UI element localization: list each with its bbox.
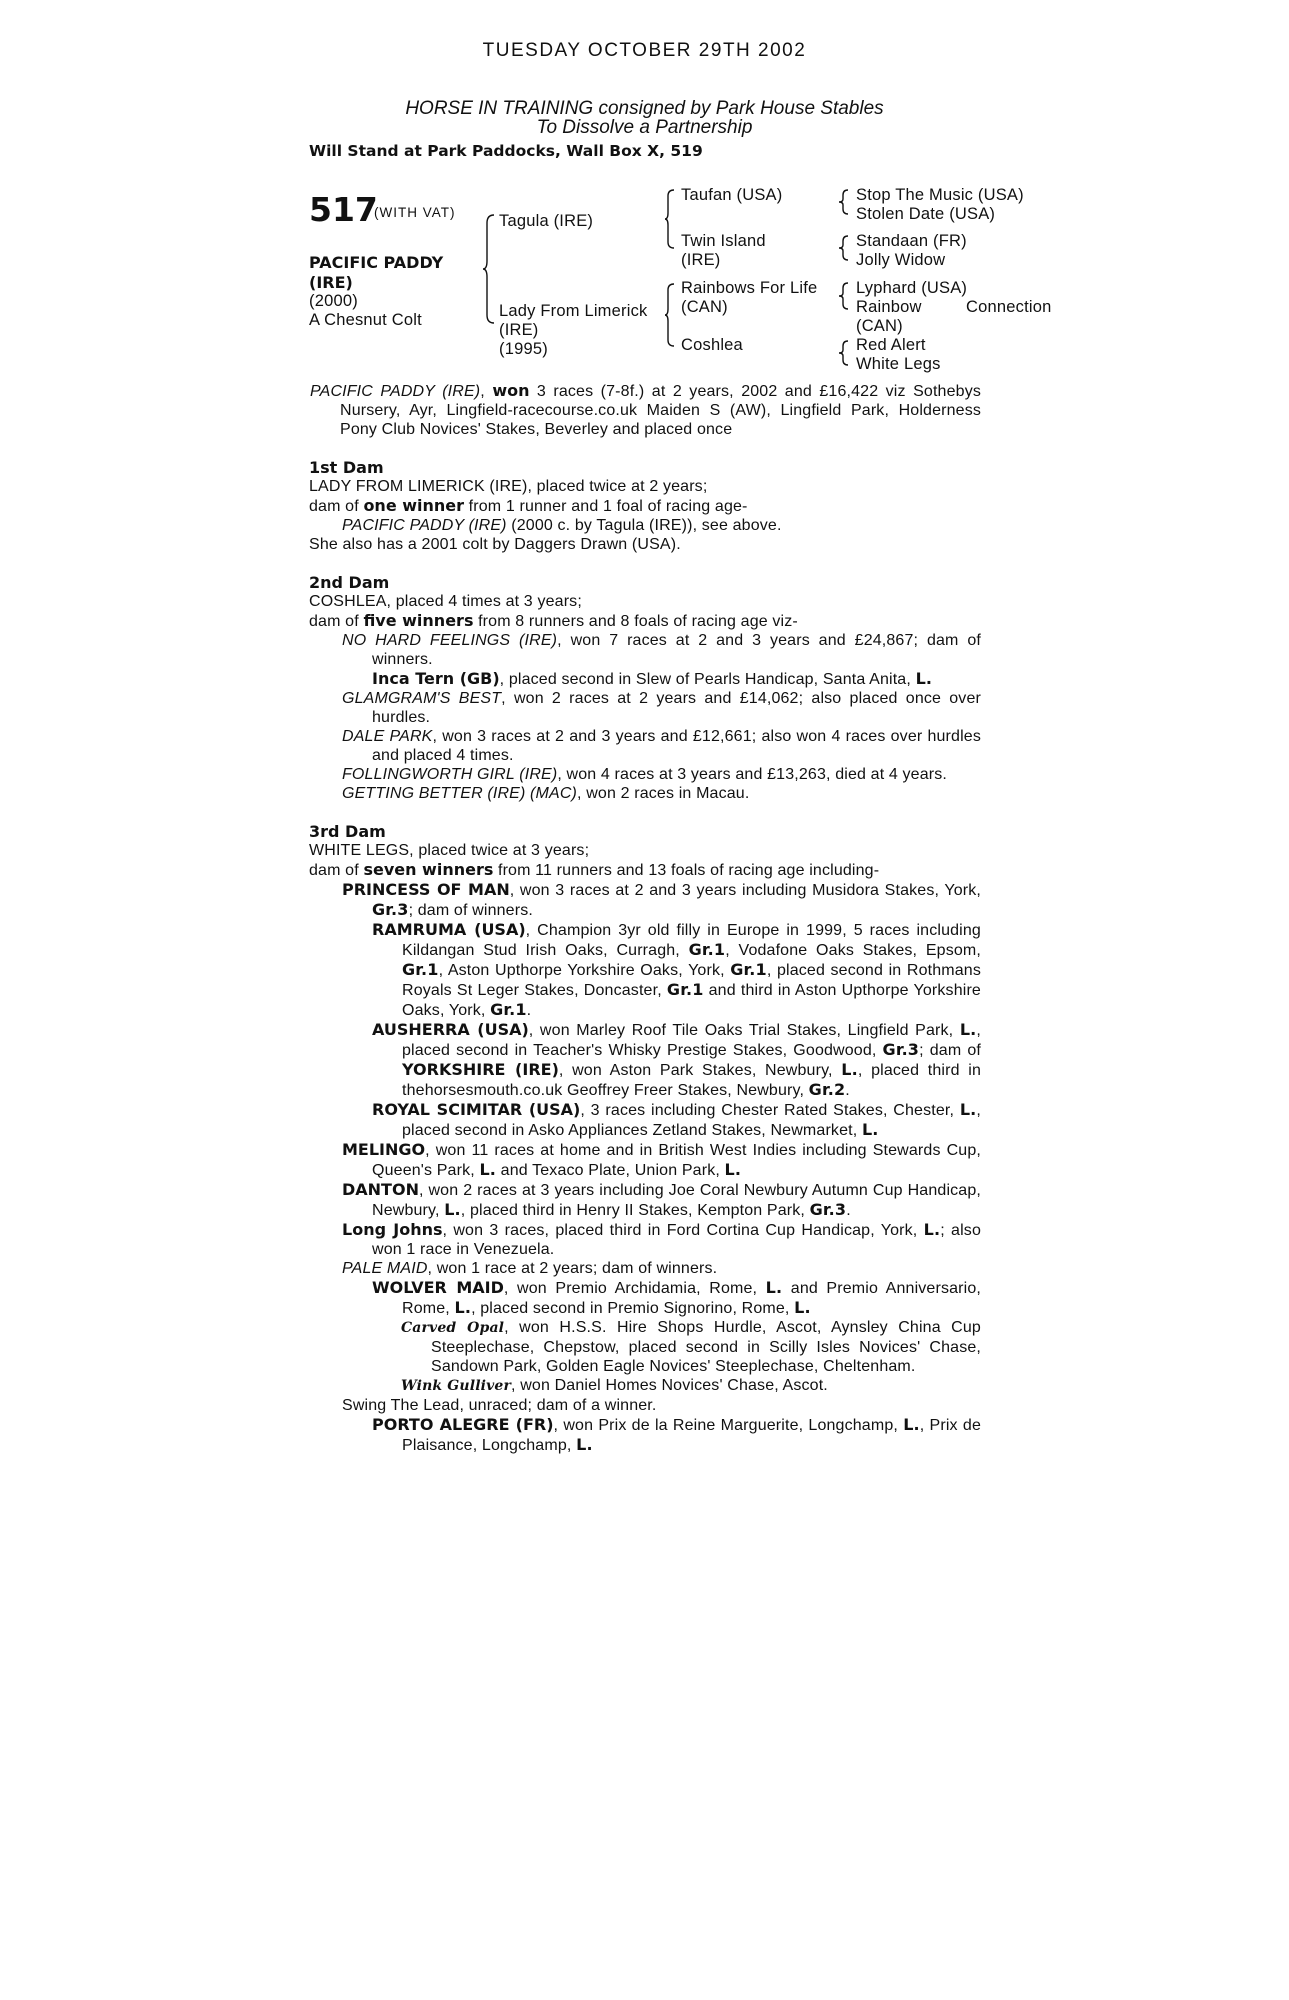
pedigree-ssd: Stolen Date (USA) — [856, 205, 996, 223]
third-dam-entry: Long Johns, won 3 races, placed third in Ford Cortina Cup Handicap, York, L.; also won 1 race in Venezuela. — [342, 1220, 981, 1258]
first-dam-note: She also has a 2001 colt by Daggers Drawn (USA). — [309, 536, 681, 553]
third-dam-entry: ROYAL SCIMITAR (USA), 3 races including Chester Rated Stakes, Chester, L., placed second in Asko Appliances Zetland Stakes, Newmarket, L. — [372, 1100, 981, 1139]
pedigree-dam-sire: Rainbows For Life — [681, 279, 818, 297]
sale-date-heading: TUESDAY OCTOBER 29TH 2002 — [482, 40, 807, 61]
second-dam-entry: DALE PARK, won 3 races at 2 and 3 years and £12,661; also won 4 races over hurdles and placed 4 times. — [342, 728, 981, 764]
third-dam-entry: Swing The Lead, unraced; dam of a winner. — [342, 1397, 657, 1414]
third-dam-entry: Wink Gulliver, won Daniel Homes Novices' Chase, Ascot. — [401, 1377, 828, 1394]
pedigree-dam-year: (1995) — [499, 340, 548, 358]
pedigree-dds: Red Alert — [856, 336, 926, 354]
third-dam-line: WHITE LEGS, placed twice at 3 years; — [309, 842, 590, 859]
third-dam-entry: PRINCESS OF MAN, won 3 races at 2 and 3 years including Musidora Stakes, York, Gr.3; dam of winners. — [342, 880, 982, 919]
first-dam-produce: dam of one winner from 1 runner and 1 foal of racing age- — [309, 496, 748, 515]
pedigree-dam-sire-suffix: (CAN) — [681, 298, 728, 316]
second-dam-entry: FOLLINGWORTH GIRL (IRE), won 4 races at 3 years and £13,263, died at 4 years. — [342, 766, 947, 783]
third-dam-entry: WOLVER MAID, won Premio Archidamia, Rome, L. and Premio Anniversario, Rome, L., placed second in Premio Signorino, Rome, L. — [372, 1278, 981, 1317]
second-dam-heading: 2nd Dam — [309, 573, 390, 592]
third-dam-entry: MELINGO, won 11 races at home and in British West Indies including Stewards Cup, Queen's Park, L. and Texaco Plate, Union Park, L. — [342, 1140, 981, 1179]
pedigree-sdd: Jolly Widow — [856, 251, 946, 269]
first-dam-heading: 1st Dam — [309, 458, 384, 477]
pedigree-sire-dam-suffix: (IRE) — [681, 251, 721, 269]
lot-number: 517 — [309, 190, 378, 229]
pedigree-dsd: Rainbow — [856, 298, 922, 316]
second-dam-entry: GETTING BETTER (IRE) (MAC), won 2 races in Macau. — [342, 785, 750, 802]
first-dam-foal: PACIFIC PADDY (IRE) (2000 c. by Tagula (IRE)), see above. — [342, 517, 782, 534]
pedigree-brace-dam — [664, 282, 676, 348]
pedigree-ddd: White Legs — [856, 355, 941, 373]
horse-name: PACIFIC PADDY — [309, 253, 444, 272]
consignment-line: HORSE IN TRAINING consigned by Park House Stables — [405, 98, 884, 119]
pedigree-brace-main — [482, 213, 496, 325]
pedigree-brace-ds — [838, 281, 850, 311]
pedigree-dam-name: Lady From Limerick — [499, 302, 648, 320]
pedigree-brace-dd — [838, 339, 850, 367]
pedigree-dsd-suffix: (CAN) — [856, 317, 903, 335]
pedigree-brace-sd — [838, 234, 850, 262]
first-dam-line: LADY FROM LIMERICK (IRE), placed twice at 2 years; — [309, 478, 708, 495]
third-dam-heading: 3rd Dam — [309, 822, 386, 841]
race-record: PACIFIC PADDY (IRE), won 3 races (7-8f.) at 2 years, 2002 and £16,422 viz Sothebys Nursery, Ayr, Lingfield-racecourse.co.uk Maiden S (AW), Lingfield Park, Holderness Pony Club Novices' Stakes, Beverley and placed once — [310, 381, 981, 438]
third-dam-entry: Carved Opal, won H.S.S. Hire Shops Hurdle, Ascot, Aynsley China Cup Steeplechase, Chepstow, placed second in Scilly Isles Novices' Chase, Sandown Park, Golden Eagle Novices' Steeplechase, Cheltenham. — [401, 1319, 981, 1375]
horse-name-suffix: (IRE) — [309, 273, 353, 292]
second-dam-entry: NO HARD FEELINGS (IRE), won 7 races at 2 and 3 years and £24,867; dam of winners. — [342, 632, 981, 668]
second-dam-line: COSHLEA, placed 4 times at 3 years; — [309, 593, 582, 610]
third-dam-produce: dam of seven winners from 11 runners and 13 foals of racing age including- — [309, 860, 880, 879]
pedigree-sire-sire: Taufan (USA) — [681, 186, 783, 204]
second-dam-entry: Inca Tern (GB), placed second in Slew of Pearls Handicap, Santa Anita, L. — [372, 669, 933, 688]
pedigree-dss: Lyphard (USA) — [856, 279, 968, 297]
third-dam-entry: DANTON, won 2 races at 3 years including Joe Coral Newbury Autumn Cup Handicap, Newbury, L., placed third in Henry II Stakes, Kempton Park, Gr.3. — [342, 1180, 981, 1219]
pedigree-sire: Tagula (IRE) — [499, 212, 594, 230]
pedigree-sss: Stop The Music (USA) — [856, 186, 1024, 204]
pedigree-dam-suffix: (IRE) — [499, 321, 539, 339]
pedigree-sds: Standaan (FR) — [856, 232, 967, 250]
second-dam-produce: dam of five winners from 8 runners and 8 foals of racing age viz- — [309, 611, 798, 630]
third-dam-entry: PORTO ALEGRE (FR), won Prix de la Reine Marguerite, Longchamp, L., Prix de Plaisance, Longchamp, L. — [372, 1415, 981, 1454]
third-dam-entry: PALE MAID, won 1 race at 2 years; dam of winners. — [342, 1260, 718, 1277]
vat-note: (WITH VAT) — [374, 205, 456, 220]
horse-year: (2000) — [309, 292, 358, 310]
pedigree-dsd-cont: Connection — [966, 298, 1052, 316]
third-dam-entry: RAMRUMA (USA), Champion 3yr old filly in Europe in 1999, 5 races including Kildangan Stud Irish Oaks, Curragh, Gr.1, Vodafone Oaks Stakes, Epsom, Gr.1, Aston Upthorpe Yorkshire Oaks, York, Gr.1, placed second in Rothmans Royals St Leger Stakes, Doncaster, Gr.1 and third in Aston Upthorpe Yorkshire Oaks, York, Gr.1. — [372, 920, 981, 1019]
third-dam-entry: AUSHERRA (USA), won Marley Roof Tile Oaks Trial Stakes, Lingfield Park, L., placed second in Teacher's Whisky Prestige Stakes, Goodwood, Gr.3; dam of YORKSHIRE (IRE), won Aston Park Stakes, Newbury, L., placed third in thehorsesmouth.co.uk Geoffrey Freer Stakes, Newbury, Gr.2. — [372, 1020, 981, 1099]
stand-location: Will Stand at Park Paddocks, Wall Box X, 519 — [309, 142, 703, 160]
consignment-reason: To Dissolve a Partnership — [536, 117, 753, 138]
second-dam-entry: GLAMGRAM'S BEST, won 2 races at 2 years and £14,062; also placed once over hurdles. — [342, 690, 981, 726]
horse-description: A Chesnut Colt — [309, 311, 422, 329]
catalogue-body — [309, 381, 981, 1455]
pedigree-brace-ss — [838, 188, 850, 216]
pedigree-sire-dam: Twin Island — [681, 232, 766, 250]
pedigree-dam-dam: Coshlea — [681, 336, 743, 354]
pedigree-brace-sire — [664, 188, 676, 250]
